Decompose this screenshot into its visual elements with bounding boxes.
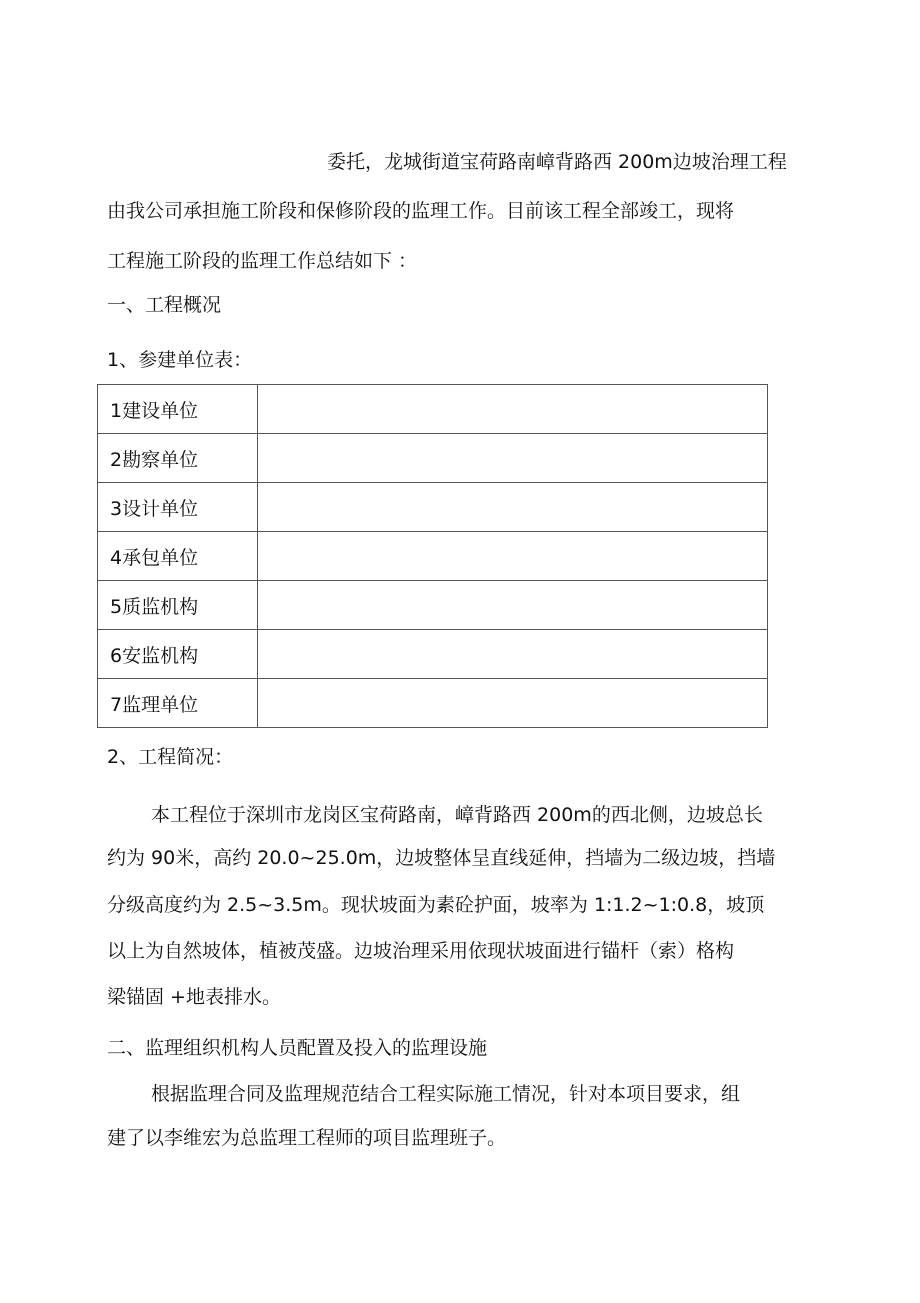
table-row: [98, 581, 768, 630]
unit-value: [258, 630, 768, 679]
subsection-2-heading: 2、工程简况：: [107, 746, 234, 768]
overview-line-2: 约为 90米，高约 20.0~25.0m，边坡整体呈直线延伸，挡墙为二级边坡，挡墙: [107, 847, 776, 869]
intro-line-2: 由我公司承担施工阶段和保修阶段的监理工作。目前该工程全部竣工，现将: [107, 200, 735, 222]
unit-label: 7监理单位: [98, 679, 258, 728]
overview-line-1: 本工程位于深圳市龙岗区宝荷路南，嶂背路西 200m的西北侧，边坡总长: [151, 804, 763, 826]
table-row: [98, 385, 768, 434]
subsection-1-heading: 1、参建单位表：: [107, 349, 253, 371]
unit-label: 5质监机构: [98, 581, 258, 630]
table-row: [98, 532, 768, 581]
unit-value: [258, 434, 768, 483]
participating-units-table: [97, 384, 768, 728]
unit-value: [258, 581, 768, 630]
intro-line-1: 委托，龙城街道宝荷路南嶂背路西 200m边坡治理工程: [327, 151, 787, 173]
overview-line-3: 分级高度约为 2.5~3.5m。现状坡面为素砼护面，坡率为 1:1.2~1:0.8，坡顶: [107, 894, 765, 916]
unit-value: [258, 385, 768, 434]
unit-value: [258, 679, 768, 728]
overview-line-5: 梁锚固 +地表排水。: [107, 986, 281, 1008]
unit-value: [258, 532, 768, 581]
organization-line-1: 根据监理合同及监理规范结合工程实际施工情况，针对本项目要求，组: [151, 1083, 741, 1105]
unit-label: 2勘察单位: [98, 434, 258, 483]
table-row: [98, 679, 768, 728]
section-1-heading: 一、工程概况: [107, 294, 222, 316]
unit-label: 6安监机构: [98, 630, 258, 679]
organization-line-2: 建了以李维宏为总监理工程师的项目监理班子。: [107, 1127, 507, 1149]
table-row: [98, 434, 768, 483]
section-2-heading: 二、监理组织机构人员配置及投入的监理设施: [107, 1037, 488, 1059]
unit-value: [258, 483, 768, 532]
table-row: [98, 630, 768, 679]
overview-line-4: 以上为自然坡体，植被茂盛。边坡治理采用依现状坡面进行锚杆（索）格构: [107, 940, 735, 962]
intro-line-3: 工程施工阶段的监理工作总结如下 ：: [107, 250, 418, 272]
unit-label: 1建设单位: [98, 385, 258, 434]
table-row: [98, 483, 768, 532]
unit-label: 3设计单位: [98, 483, 258, 532]
unit-label: 4承包单位: [98, 532, 258, 581]
